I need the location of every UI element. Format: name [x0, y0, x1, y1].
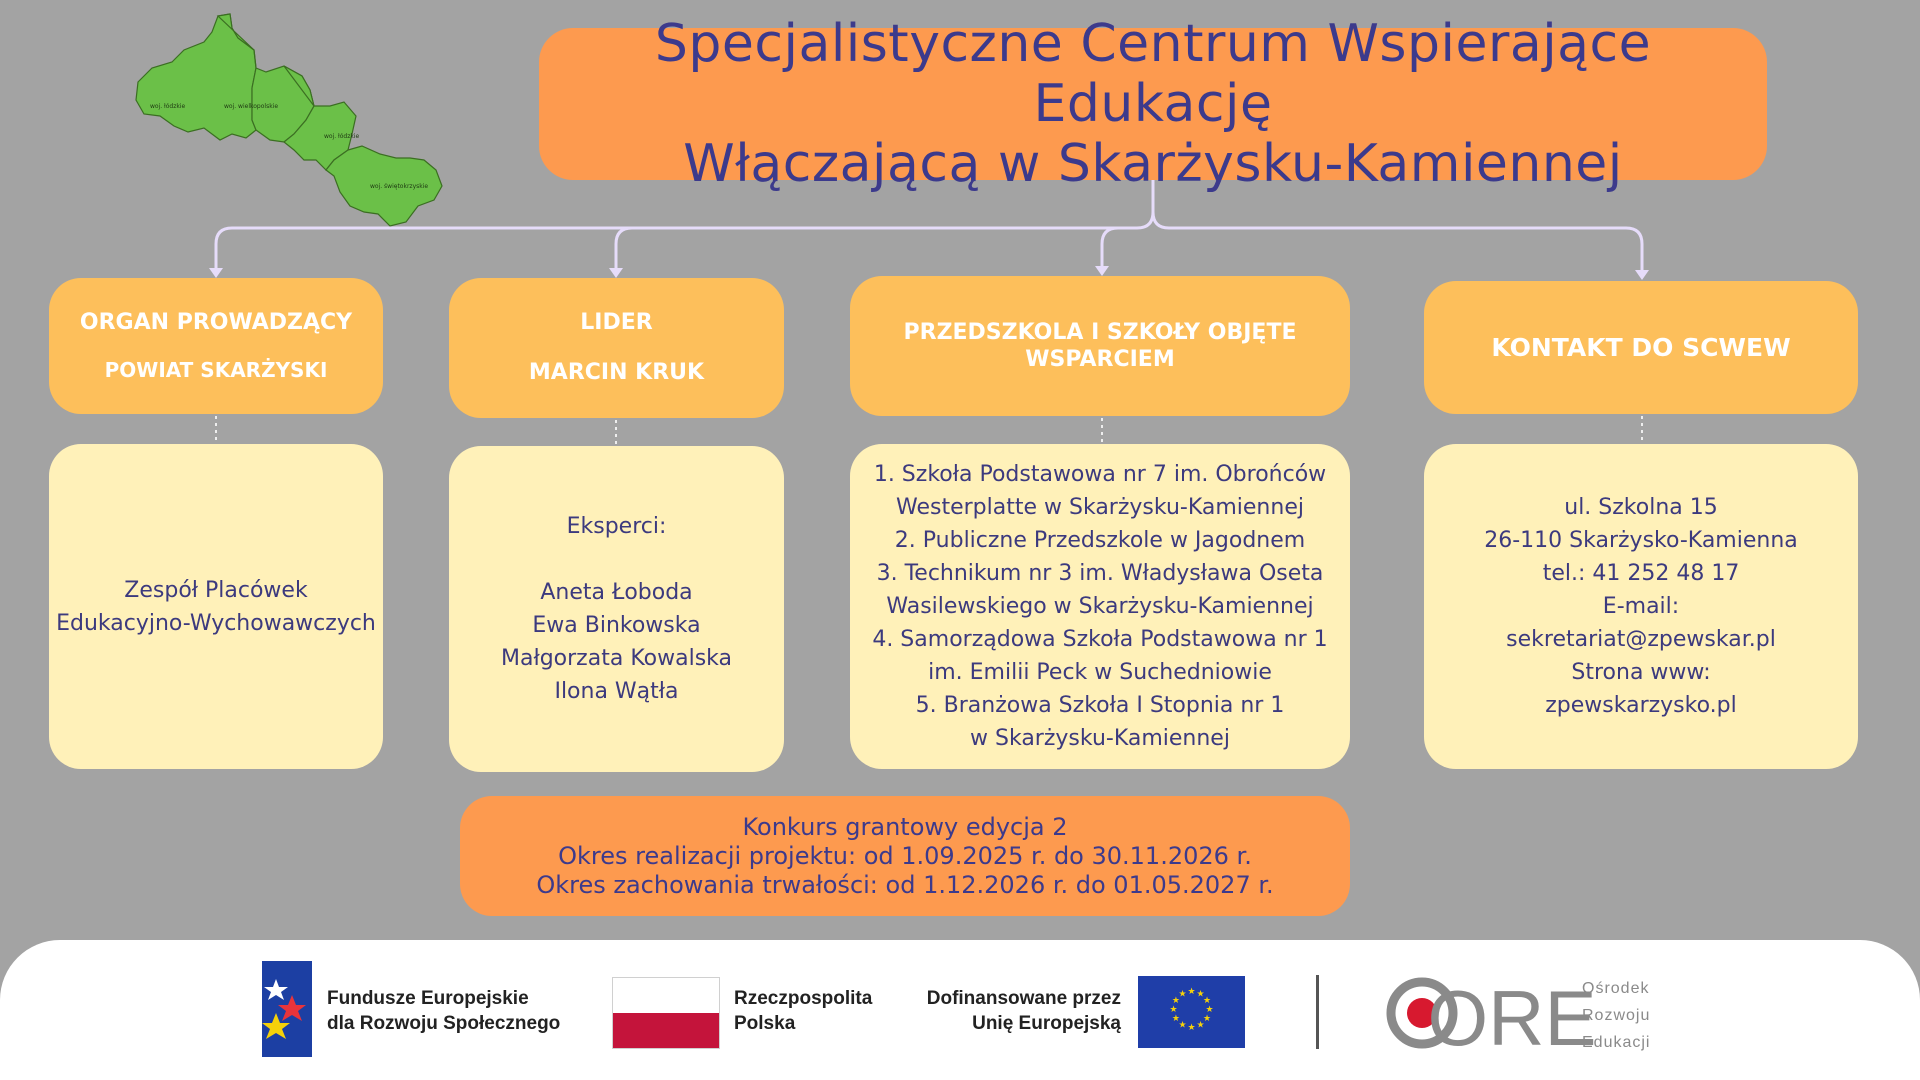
page-title: [539, 14, 1767, 194]
eu-flag: [1138, 976, 1245, 1048]
header-2-line-1: LIDER: [580, 310, 653, 335]
body-3-line-9: w Skarżysku-Kamiennej: [970, 726, 1230, 751]
body-lider: [449, 446, 784, 772]
body-2-line-6: Ilona Wątła: [554, 679, 679, 704]
rp-line-1: Rzeczpospolita: [734, 988, 873, 1009]
body-przedszkola-i-szkoly: [850, 444, 1350, 769]
body-1-line-1: Zespół Placówek: [124, 577, 308, 603]
header-1-line-1: ORGAN PROWADZĄCY: [79, 310, 353, 335]
map-label-1: woj. łódzkie: [150, 103, 186, 110]
ore-logo: [1384, 974, 1597, 1062]
svg-text:★: ★: [1187, 1023, 1196, 1033]
header-4-line-1: KONTAKT DO SCWEW: [1491, 332, 1791, 362]
body-2-line-5: Małgorzata Kowalska: [501, 646, 732, 671]
body-3-line-1: 1. Szkoła Podstawowa nr 7 im. Obrońców: [873, 462, 1327, 487]
body-kontakt: [1424, 444, 1858, 769]
title-line-2: Włączającą w Skarżysku-Kamiennej: [683, 134, 1623, 194]
ore-logo-text: [1582, 975, 1650, 1056]
title-line-1: Specjalistyczne Centrum Wspierające Edukację: [654, 14, 1652, 134]
ore-line-3: Edukacji: [1582, 1034, 1651, 1051]
grant-line-1: Konkurs grantowy edycja 2: [742, 812, 1068, 841]
grant-line-2: Okres realizacji projektu: od 1.09.2025 r. do 30.11.2026 r.: [558, 841, 1252, 870]
header-3-line-1: PRZEDSZKOLA I SZKOŁY OBJĘTE: [903, 320, 1297, 345]
map-label-2: woj. wielkopolskie: [224, 103, 279, 110]
body-3-line-5: Wasilewskiego w Skarżysku-Kamiennej: [886, 594, 1314, 619]
body-3-line-4: 3. Technikum nr 3 im. Władysława Oseta: [876, 561, 1324, 586]
map-label-4: woj. świętokrzyskie: [370, 183, 429, 190]
body-4-line-3: tel.: 41 252 48 17: [1542, 561, 1740, 586]
svg-text:★: ★: [1178, 989, 1187, 1000]
body-3-line-6: 4. Samorządowa Szkoła Podstawowa nr 1: [872, 627, 1328, 652]
rp-line-2: Polska: [734, 1013, 796, 1034]
poland-flag: [612, 977, 720, 1049]
title-box: [539, 14, 1767, 194]
svg-text:★: ★: [1196, 1020, 1205, 1031]
ue-line-1: Dofinansowane przez: [926, 988, 1121, 1009]
header-2-line-2: MARCIN KRUK: [528, 360, 705, 385]
fe-logo-text: [327, 986, 560, 1036]
body-2-line-3: Aneta Łoboda: [540, 580, 693, 605]
body-4-line-4: E-mail:: [1602, 594, 1680, 619]
svg-text:★: ★: [1169, 1005, 1178, 1015]
body-4-line-2: 26-110 Skarżysko-Kamienna: [1484, 528, 1798, 553]
ore-line-2: Rozwoju: [1582, 1007, 1651, 1024]
fe-line-1: Fundusze Europejskie: [327, 988, 529, 1009]
header-organ-prowadzacy: [49, 278, 383, 414]
region-map: [134, 10, 446, 226]
svg-text:★: ★: [1203, 1014, 1212, 1024]
body-3-line-3: 2. Publiczne Przedszkole w Jagodnem: [894, 528, 1306, 553]
body-4-line-5: sekretariat@zpewskar.pl: [1506, 627, 1776, 652]
body-1-line-2: Edukacyjno-Wychowawczych: [56, 610, 376, 636]
svg-text:★: ★: [1196, 989, 1205, 1000]
header-3-line-2: WSPARCIEM: [1025, 347, 1175, 372]
body-3-line-7: im. Emilii Peck w Suchedniowie: [928, 660, 1272, 685]
ore-line-1: Ośrodek: [1582, 980, 1650, 997]
body-2-line-4: Ewa Binkowska: [532, 613, 701, 638]
svg-text:★: ★: [1205, 1005, 1214, 1015]
header-1-line-2: POWIAT SKARŻYSKI: [104, 358, 328, 382]
body-4-line-7: zpewskarzysko.pl: [1545, 693, 1737, 718]
body-4-line-6: Strona www:: [1571, 660, 1711, 685]
fundusze-europejskie-logo: [262, 961, 312, 1057]
header-kontakt: [1424, 281, 1858, 414]
region-map-shapes: [136, 14, 442, 226]
map-label-3: woj. łódzkie: [324, 133, 360, 140]
body-4-line-1: ul. Szkolna 15: [1564, 495, 1718, 520]
ue-line-2: Unię Europejską: [972, 1013, 1121, 1034]
fe-line-2: dla Rozwoju Społecznego: [327, 1013, 561, 1034]
grant-line-3: Okres zachowania trwałości: od 1.12.2026 r. do 01.05.2027 r.: [536, 870, 1274, 899]
svg-text:★: ★: [1171, 996, 1180, 1006]
svg-text:★: ★: [1203, 996, 1212, 1006]
svg-text:★: ★: [1171, 1014, 1180, 1024]
svg-text:★: ★: [1187, 987, 1196, 997]
body-3-line-8: 5. Branżowa Szkoła I Stopnia nr 1: [915, 693, 1285, 718]
header-lider: [449, 278, 784, 418]
body-organ-prowadzacy: [49, 444, 383, 769]
ore-letters: ORE: [1427, 974, 1597, 1062]
header-przedszkola-i-szkoly: [850, 276, 1350, 416]
svg-text:★: ★: [1178, 1020, 1187, 1031]
footer-divider: [1316, 975, 1319, 1049]
body-3-line-2: Westerplatte w Skarżysku-Kamiennej: [896, 495, 1304, 520]
rp-logo-text: [734, 986, 872, 1036]
grant-info-box: [460, 796, 1350, 916]
ue-logo-text: [903, 986, 1121, 1036]
body-2-line-1: Eksperci:: [566, 514, 667, 539]
